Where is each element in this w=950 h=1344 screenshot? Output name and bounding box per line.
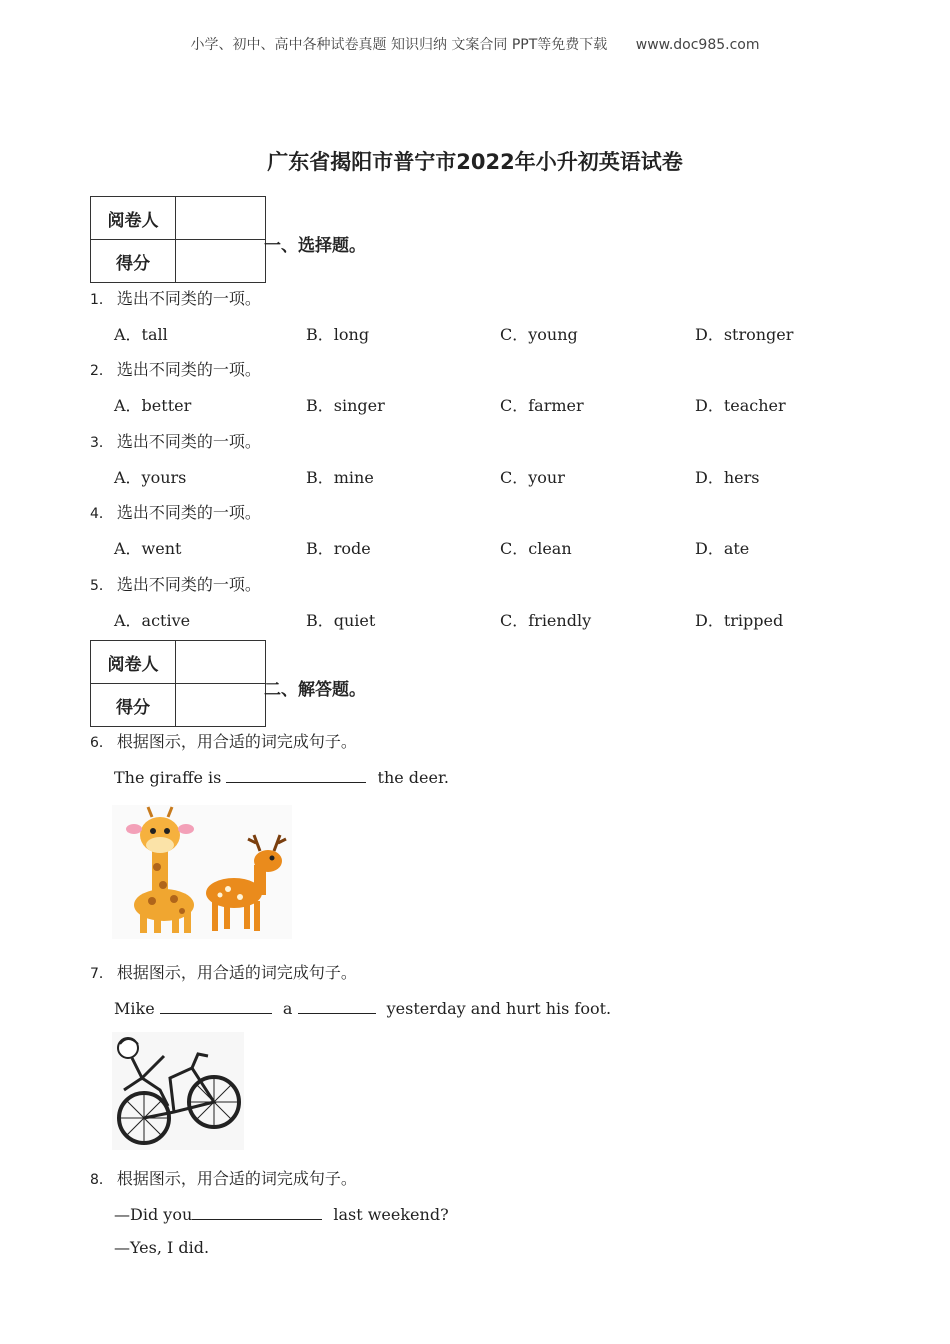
giraffe-deer-picture [112,805,292,939]
header-text: 小学、初中、高中各种试卷真题 知识归纳 文案合同 PPT等免费下载 [190,37,608,53]
option-d[interactable]: D．ate [695,539,750,558]
question-2 [90,357,261,380]
exam-title: 广东省揭阳市普宁市2022年小升初英语试卷 [267,150,683,174]
sentence-text: last weekend? [333,1205,449,1224]
score-cell[interactable] [176,240,266,283]
answer-blank[interactable] [160,997,272,1014]
option-a[interactable]: A．yours [114,468,187,487]
question-number: 8． [90,1172,113,1188]
sentence-text: yesterday and hurt his foot. [386,999,612,1018]
question-6 [90,729,357,752]
option-c[interactable]: C．farmer [500,396,584,415]
option-b[interactable]: B．singer [306,396,385,415]
q8-line-1 [114,1203,449,1224]
section-title-2: 二、解答题。 [264,680,366,700]
question-prompt: 选出不同类的一项。 [116,503,261,522]
q6-sentence [114,766,449,787]
reviewer-cell[interactable] [176,197,266,240]
option-b[interactable]: B．quiet [306,611,376,630]
option-a[interactable]: A．active [114,611,191,630]
option-c[interactable]: C．your [500,468,565,487]
option-d[interactable]: D．tripped [695,611,784,630]
sentence-text: —Did you [114,1205,193,1224]
question-8 [90,1166,357,1189]
question-5 [90,572,261,595]
option-b[interactable]: B．long [306,325,370,344]
question-prompt: 选出不同类的一项。 [116,432,261,451]
option-d[interactable]: D．stronger [695,325,794,344]
page-header [0,34,950,54]
option-c[interactable]: C．clean [500,539,572,558]
reviewer-label: 阅卷人 [91,197,176,240]
option-c[interactable]: C．friendly [500,611,592,630]
question-prompt: 选出不同类的一项。 [116,360,261,379]
question-1 [90,286,261,309]
sentence-text: the deer. [377,768,449,787]
reviewer-cell[interactable] [176,641,266,684]
score-label: 得分 [91,240,176,283]
option-c[interactable]: C．young [500,325,578,344]
question-number: 4． [90,506,113,522]
question-number: 6． [90,735,113,751]
question-prompt: 根据图示，用合适的词完成句子。 [116,732,357,751]
answer-blank[interactable] [192,1203,322,1220]
answer-blank[interactable] [298,997,376,1014]
question-number: 1． [90,292,113,308]
option-a[interactable]: A．better [114,396,192,415]
sentence-text: Mike [114,999,155,1018]
reviewer-label: 阅卷人 [91,641,176,684]
q7-sentence [114,997,611,1018]
option-b[interactable]: B．mine [306,468,374,487]
score-table-1 [90,196,266,283]
question-prompt: 根据图示，用合适的词完成句子。 [116,963,357,982]
question-prompt: 根据图示，用合适的词完成句子。 [116,1169,357,1188]
boy-falls-off-bike-picture [112,1032,244,1150]
section-title-1: 一、选择题。 [264,236,366,256]
question-7 [90,960,357,983]
score-cell[interactable] [176,684,266,727]
question-number: 5． [90,578,113,594]
question-number: 2． [90,363,113,379]
question-number: 3． [90,435,113,451]
option-d[interactable]: D．teacher [695,396,786,415]
question-4 [90,500,261,523]
sentence-text: a [282,999,293,1018]
question-3 [90,429,261,452]
option-a[interactable]: A．went [114,539,182,558]
option-d[interactable]: D．hers [695,468,760,487]
option-a[interactable]: A．tall [114,325,168,344]
q8-line-2: —Yes, I did. [114,1238,210,1257]
score-table-2 [90,640,266,727]
option-b[interactable]: B．rode [306,539,371,558]
question-prompt: 选出不同类的一项。 [116,289,261,308]
answer-blank[interactable] [226,766,366,783]
sentence-text: The giraffe is [114,768,222,787]
score-label: 得分 [91,684,176,727]
header-site-link[interactable]: www.doc985.com [635,37,760,53]
question-number: 7． [90,966,113,982]
question-prompt: 选出不同类的一项。 [116,575,261,594]
